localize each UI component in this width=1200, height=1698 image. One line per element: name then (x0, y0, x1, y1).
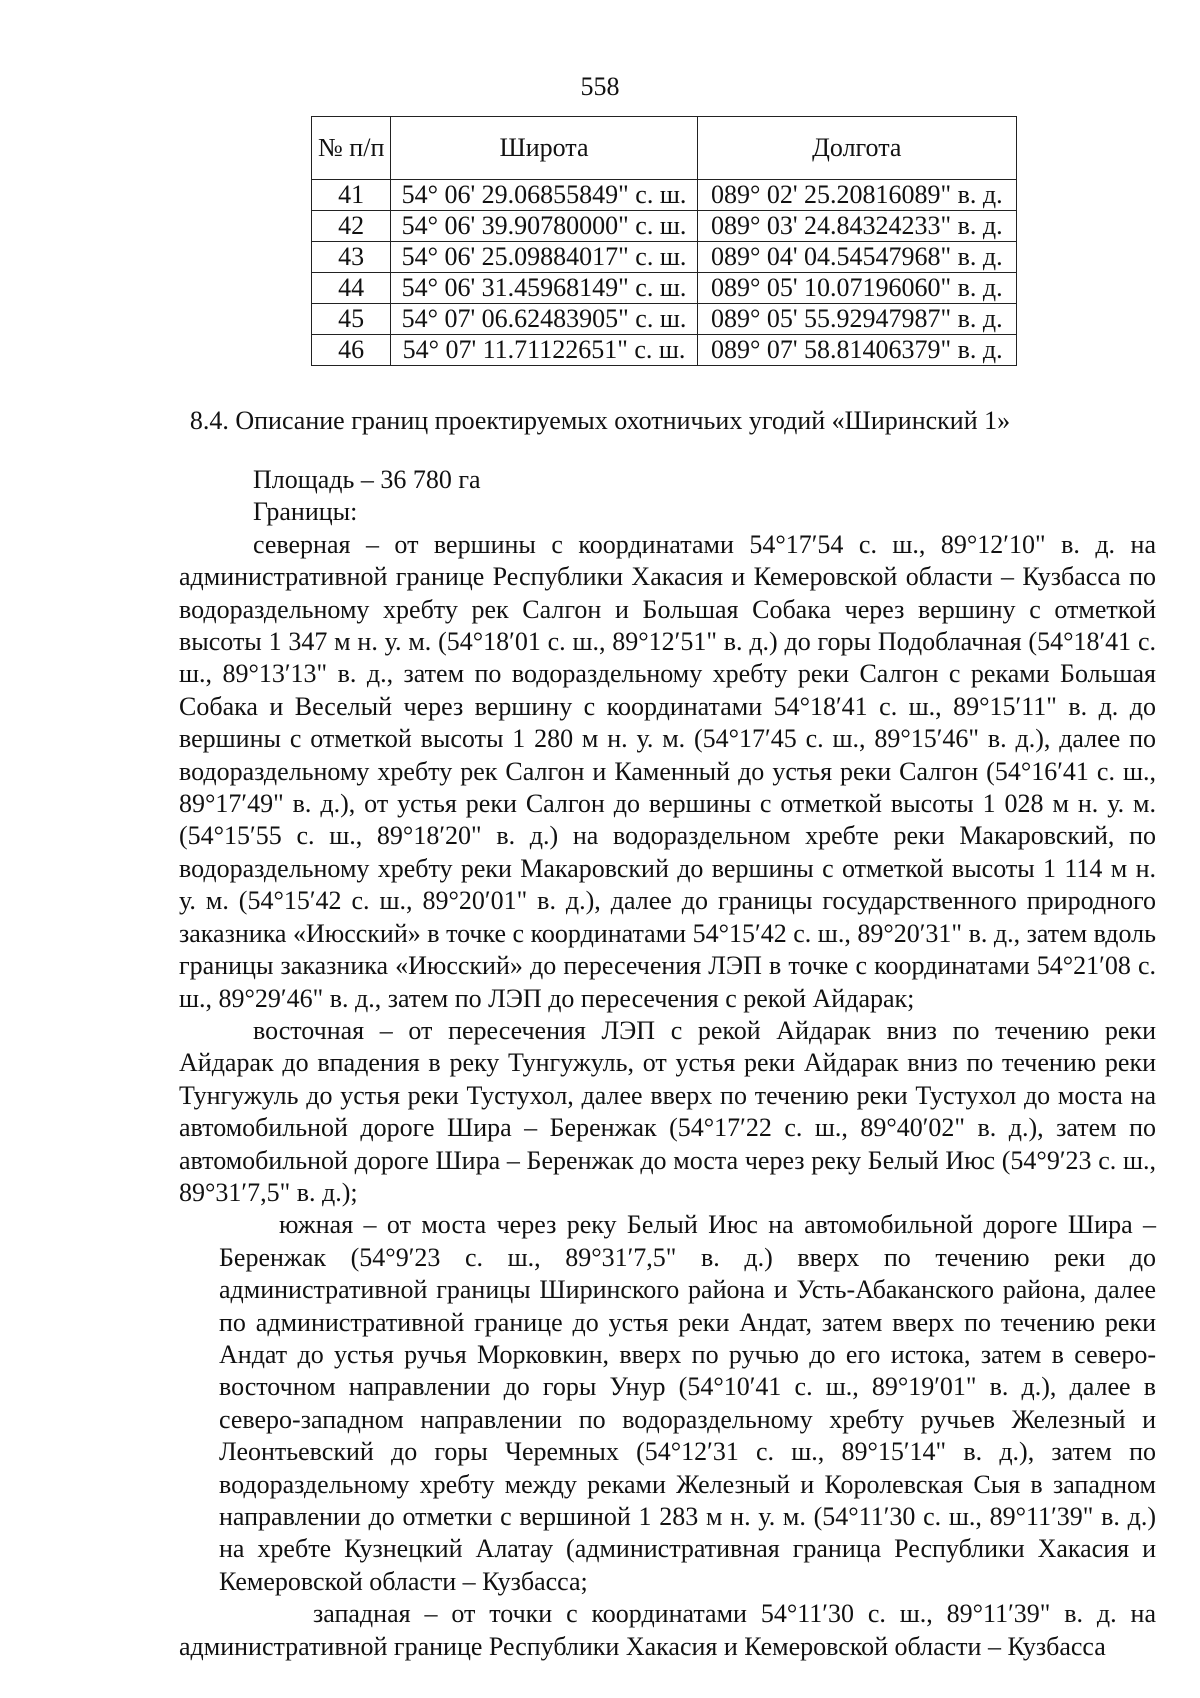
row-latitude: 54° 06' 29.06855849" с. ш. (391, 180, 697, 211)
south-border-paragraph: южная – от моста через реку Белый Июс на автомобильной дороге Шира – Беренжак (54°9′23 с. ш., 89°31′7,5" в. д.) вверх по течению реки до административной границы Ширинского района и Усть-Абаканского района, далее по административной границе до устья реки Андат, затем вверх по течению реки Андат до устья ручья Морковкин, вверх по ручью до его истока, затем в северо-восточном направлении до горы Унур (54°10′41 с. ш., 89°19′01" в. д.), далее в северо-западном направлении по водораздельному хребту ручьев Железный и Леонтьевский до горы Черемных (54°12′31 с. ш., 89°15′14" в. д.), затем по водораздельному хребту между реками Железный и Королевская Сыя в западном направлении до отметки с вершиной 1 283 м н. у. м. (54°11′30 с. ш., 89°11′39" в. д.) на хребте Кузнецкий Алатау (административная граница Республики Хакасия и Кемеровской области – Кузбасса; (219, 1210, 1156, 1596)
table-row (312, 211, 1017, 242)
row-latitude: 54° 07' 06.62483905" с. ш. (391, 304, 697, 335)
area-line: Площадь – 36 780 га (253, 465, 481, 494)
table-row (312, 304, 1017, 335)
row-number: 46 (312, 335, 391, 366)
borders-label: Границы: (253, 497, 358, 527)
header-longitude: Долгота (697, 117, 1016, 180)
row-number: 42 (312, 211, 391, 242)
north-border-paragraph: северная – от вершины с координатами 54°17′54 с. ш., 89°12′10" в. д. на административной границе Республики Хакасия и Кемеровской области – Кузбасса по водораздельному хребту рек Салгон и Большая Собака через вершину с отметкой высоты 1 347 м н. у. м. (54°18′01 с. ш., 89°12′51" в. д.) до горы Подоблачная (54°18′41 с. ш., 89°13′13" в. д., затем по водораздельному хребту реки Салгон с реками Большая Собака и Веселый через вершину с координатами 54°18′41 с. ш., 89°15′11" в. д. до вершины с отметкой высоты 1 280 м н. у. м. (54°17′45 с. ш., 89°15′46" в. д.), далее по водораздельному хребту рек Салгон и Каменный до устья реки Салгон (54°16′41 с. ш., 89°17′49" в. д.), от устья реки Салгон до вершины с отметкой высоты 1 028 м н. у. м. (54°15′55 с. ш., 89°18′20" в. д.) на водораздельном хребте реки Макаровский, по водораздельному хребту реки Макаровский до вершины с отметкой высоты 1 114 м н. у. м. (54°15′42 с. ш., 89°20′01" в. д.), далее до границы государственного природного заказника «Июсский» в точке с координатами 54°15′42 с. ш., 89°20′31" в. д., затем вдоль границы заказника «Июсский» до пересечения ЛЭП в точке с координатами 54°21′08 с. ш., 89°29′46" в. д., затем по ЛЭП до пересечения с рекой Айдарак; (179, 529, 1156, 1013)
table-row (312, 242, 1017, 273)
row-longitude: 089° 05' 10.07196060" в. д. (697, 273, 1016, 304)
header-latitude: Широта (391, 117, 697, 180)
row-longitude: 089° 04' 04.54547968" в. д. (697, 242, 1016, 273)
row-longitude: 089° 03' 24.84324233" в. д. (697, 211, 1016, 242)
row-longitude: 089° 05' 55.92947987" в. д. (697, 304, 1016, 335)
row-latitude: 54° 07' 11.71122651" с. ш. (391, 335, 697, 366)
table-row (312, 335, 1017, 366)
row-latitude: 54° 06' 25.09884017" с. ш. (391, 242, 697, 273)
row-longitude: 089° 07' 58.81406379" в. д. (697, 335, 1016, 366)
header-number: № п/п (312, 117, 391, 180)
row-number: 41 (312, 180, 391, 211)
row-latitude: 54° 06' 39.90780000" с. ш. (391, 211, 697, 242)
page-number: 558 (580, 72, 620, 101)
section-body (179, 464, 1156, 1663)
table-header-row (312, 117, 1017, 180)
section-title: 8.4. Описание границ проектируемых охотничьих угодий «Ширинский 1» (189, 406, 1011, 435)
row-latitude: 54° 06' 31.45968149" с. ш. (391, 273, 697, 304)
coordinates-table (311, 116, 1017, 366)
row-longitude: 089° 02' 25.20816089" в. д. (697, 180, 1016, 211)
row-number: 43 (312, 242, 391, 273)
row-number: 45 (312, 304, 391, 335)
table-row (312, 180, 1017, 211)
east-border-paragraph: восточная – от пересечения ЛЭП с рекой Айдарак вниз по течению реки Айдарак до впадения в реку Тунгужуль, от устья реки Айдарак вниз по течению реки Тунгужуль до устья реки Тустухол, далее вверх по течению реки Тустухол до моста на автомобильной дороге Шира – Беренжак (54°17′22 с. ш., 89°40′02" в. д.), затем по автомобильной дороге Шира – Беренжак до моста через реку Белый Июс (54°9′23 с. ш., 89°31′7,5" в. д.); (179, 1015, 1156, 1207)
row-number: 44 (312, 273, 391, 304)
west-border-paragraph: западная – от точки с координатами 54°11′30 с. ш., 89°11′39" в. д. на административной границе Республики Хакасия и Кемеровской области – Кузбасса (179, 1599, 1156, 1661)
table-row (312, 273, 1017, 304)
